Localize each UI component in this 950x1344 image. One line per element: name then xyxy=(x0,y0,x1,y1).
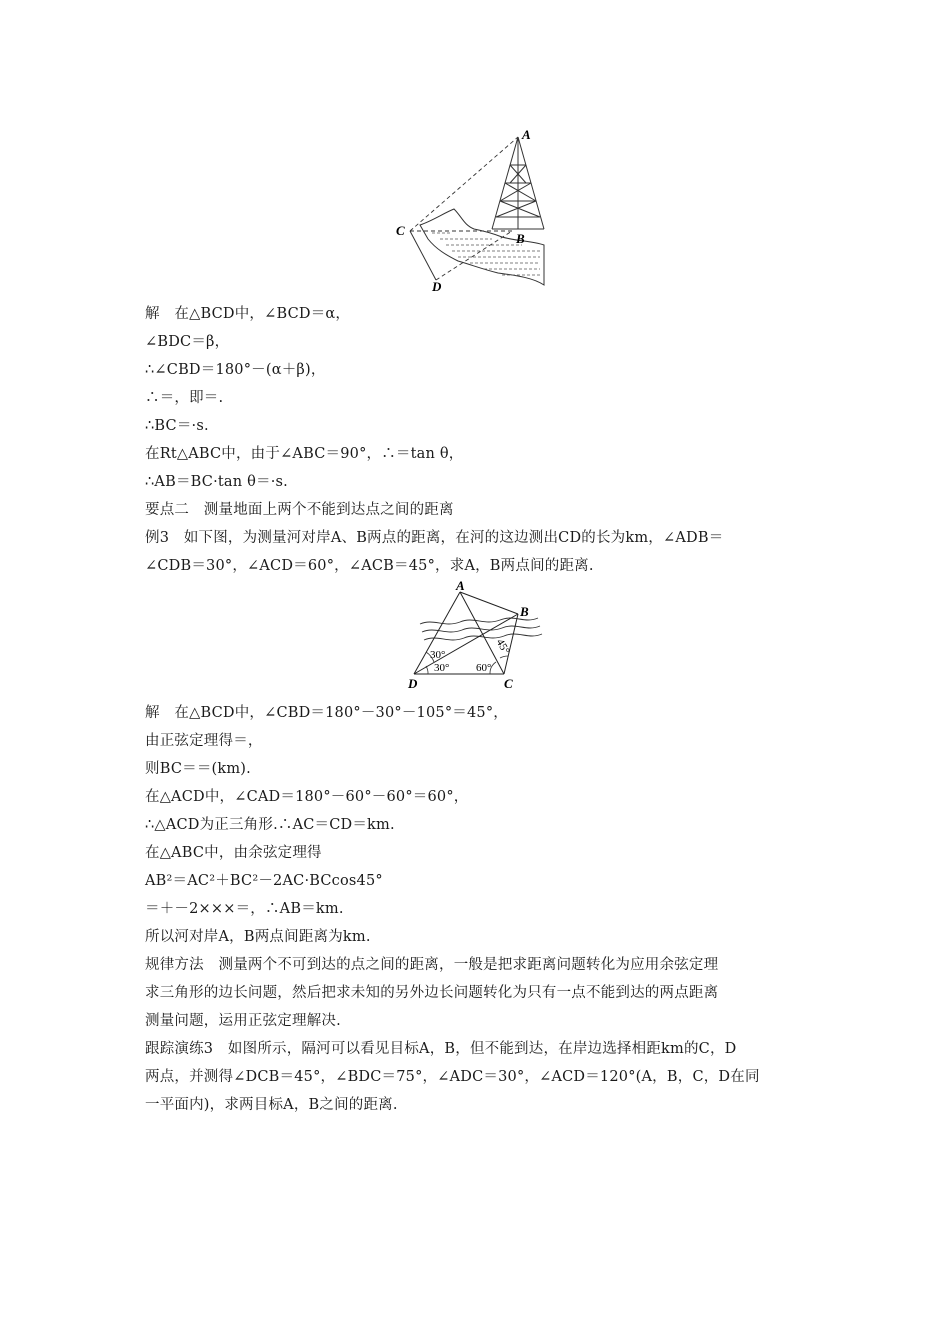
text-line: ∴BC＝·s. xyxy=(145,418,209,434)
point-b-label: B xyxy=(520,604,529,619)
point-b-label: B xyxy=(516,231,525,246)
text-line: 在△ACD中，∠CAD＝180°－60°－60°＝60°， xyxy=(145,789,469,805)
tower-river-figure xyxy=(392,125,562,295)
text-line: ∴AB＝BC·tan θ＝·s. xyxy=(145,474,288,490)
method-text: 求三角形的边长问题，然后把求未知的另外边长问题转化为只有一点不能到达的两点距离 xyxy=(145,985,719,1001)
section-heading: 要点二 测量地面上两个不能到达点之间的距离 xyxy=(145,502,454,518)
point-d-label: D xyxy=(408,676,418,691)
exercise-text: 跟踪演练3 如图所示，隔河可以看见目标A，B，但不能到达，在岸边选择相距km的C，D xyxy=(145,1041,737,1057)
example-text: ∠CDB＝30°，∠ACD＝60°，∠ACB＝45°，求A，B两点间的距离. xyxy=(145,558,594,574)
tower-river-svg xyxy=(392,125,562,295)
angle-label-acb: 45° xyxy=(493,637,512,657)
text-line: 在Rt△ABC中，由于∠ABC＝90°，∴＝tan θ， xyxy=(145,446,464,462)
point-a-label: A xyxy=(456,580,465,593)
text-line: 所以河对岸A，B两点间距离为km. xyxy=(145,929,371,945)
angle-label-acd: 60° xyxy=(476,662,492,674)
example-text: 例3 如下图，为测量河对岸A、B两点的距离，在河的这边测出CD的长为km，∠ADB＝ xyxy=(145,530,724,546)
exercise-text: 一平面内)，求两目标A，B之间的距离. xyxy=(145,1097,398,1113)
point-c-label: C xyxy=(396,223,405,238)
text-line: ∴△ACD为正三角形.∴AC＝CD＝km. xyxy=(145,817,395,833)
text-line: AB²＝AC²＋BC²－2AC·BCcos45° xyxy=(145,873,383,889)
text-line: ∴＝，即＝. xyxy=(145,390,224,406)
exercise-text: 两点，并测得∠DCB＝45°，∠BDC＝75°，∠ADC＝30°，∠ACD＝120°(A，B，C，D在同 xyxy=(145,1069,760,1085)
river-quadrilateral-svg xyxy=(404,580,554,692)
text-line: 在△ABC中，由余弦定理得 xyxy=(145,845,322,861)
point-a-label: A xyxy=(522,127,531,142)
point-c-label: C xyxy=(504,676,513,691)
text-line: 则BC＝＝(km). xyxy=(145,761,251,777)
point-d-label: D xyxy=(432,279,442,294)
method-text: 测量问题，运用正弦定理解决. xyxy=(145,1013,341,1029)
angle-label-adb: 30° xyxy=(430,649,446,661)
text-line: 由正弦定理得＝， xyxy=(145,733,263,749)
angle-label-cdb: 30° xyxy=(434,662,450,674)
river-quadrilateral-figure xyxy=(404,580,554,692)
text-line: ∠BDC＝β， xyxy=(145,334,230,350)
text-line: ＝＋－2×××＝，∴AB＝km. xyxy=(145,901,344,917)
method-text: 规律方法 测量两个不可到达的点之间的距离，一般是把求距离问题转化为应用余弦定理 xyxy=(145,957,719,973)
text-line: ∴∠CBD＝180°－(α＋β)， xyxy=(145,362,326,378)
text-line: 解 在△BCD中，∠CBD＝180°－30°－105°＝45°， xyxy=(145,705,508,721)
text-line: 解 在△BCD中，∠BCD＝α， xyxy=(145,306,351,322)
